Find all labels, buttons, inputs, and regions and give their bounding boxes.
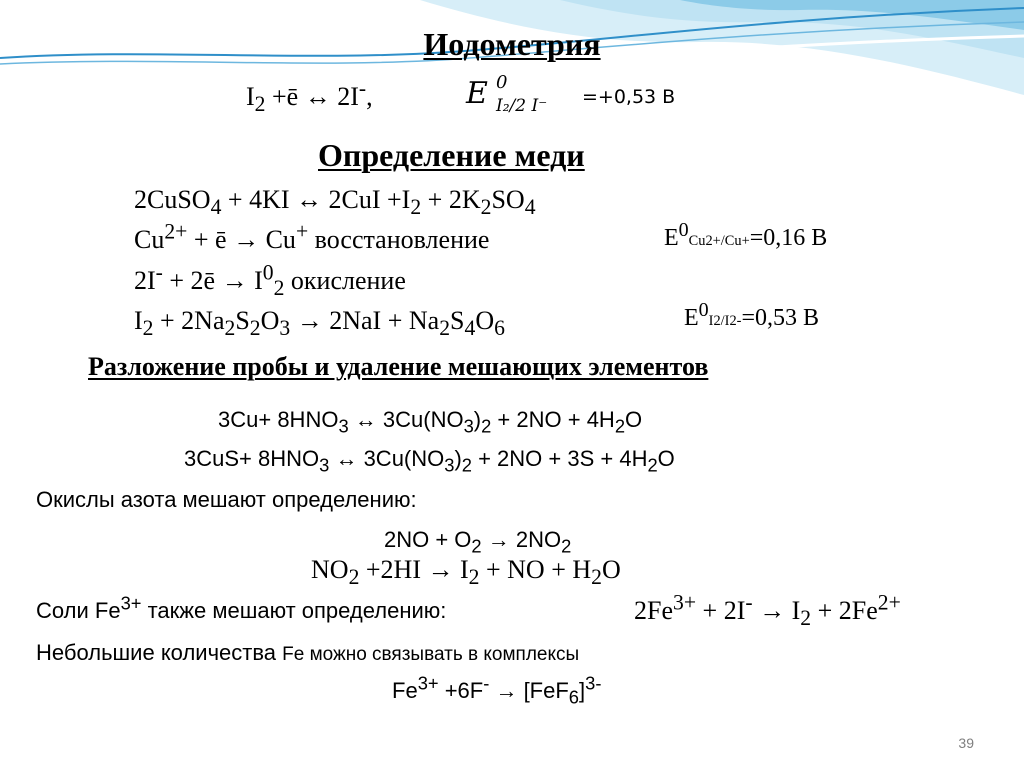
formula-part: Cu: [134, 225, 165, 254]
formula-part: S: [450, 306, 465, 335]
formula-part: восстановление: [308, 225, 490, 254]
formula-part: 3Cu+ 8HNO: [218, 407, 339, 432]
formula-part: также мешают определению:: [141, 598, 447, 623]
formula-sub: 2: [561, 535, 572, 557]
formula-part: 2I: [134, 266, 156, 295]
formula-part: + 2Fe: [811, 596, 878, 625]
copper-potential: [664, 219, 828, 252]
formula-sub: 3: [444, 454, 455, 476]
formula-sub: 2: [591, 565, 602, 590]
formula-sub: 6: [568, 686, 579, 708]
formula-sub: 2: [480, 195, 492, 220]
formula-sub: 2: [254, 92, 266, 117]
equilibrium-arrow-icon: ↔: [354, 407, 377, 432]
formula-part: + 2NO + 3S + 4H: [471, 446, 648, 471]
formula-part: окисление: [284, 266, 406, 295]
formula-part: 3Cu(NO: [357, 446, 445, 471]
formula-sub: 2: [468, 565, 480, 590]
formula-part: можно связывать в комплексы: [304, 644, 580, 665]
formula-sup: 3+: [417, 672, 439, 694]
formula-sub: I2/I2-: [708, 313, 742, 329]
formula-part: + 2NO + 4H: [491, 407, 615, 432]
equilibrium-arrow-icon: ↔: [304, 82, 331, 111]
formula-sup: -: [155, 260, 163, 285]
formula-sub: 2: [348, 565, 360, 590]
formula-sub: 2: [410, 195, 422, 220]
formula-sup: 0: [698, 299, 709, 321]
copy-equation-2: [134, 219, 490, 255]
formula-part: Fe: [282, 644, 305, 665]
formula-sup: -: [745, 590, 753, 615]
formula-sub: 3: [463, 415, 474, 437]
formula-part: O: [475, 306, 495, 335]
formula-part: + 4KI: [221, 185, 297, 214]
nitrogen-oxides-note: Окислы азота мешают определению:: [36, 487, 417, 512]
formula-part: SO: [491, 185, 525, 214]
formula-part: → I: [752, 596, 801, 625]
formula-sub: 2: [800, 606, 812, 631]
iodine-potential-image: [460, 70, 676, 124]
copy-equation-1: [134, 185, 536, 220]
formula-part: + 2Na: [153, 306, 225, 335]
formula-part: S: [235, 306, 250, 335]
equilibrium-arrow-icon: ↔: [335, 446, 358, 471]
formula-sup: 2+: [164, 219, 188, 244]
formula-part: +6F: [438, 678, 484, 703]
formula-part: I: [246, 82, 255, 111]
formula-part: I: [134, 306, 143, 335]
copy-equation-4: [134, 306, 505, 341]
iron-salts-note: [36, 592, 447, 624]
formula-sup: -: [483, 672, 490, 694]
formula-part: O: [625, 407, 643, 432]
formula-sup: 3+: [673, 590, 697, 615]
formula-part: NO: [311, 555, 349, 584]
formula-sup: 2+: [877, 590, 901, 615]
decomposition-equation-2: [184, 446, 675, 476]
formula-sup: +: [295, 219, 309, 244]
formula-sub: 6: [494, 316, 505, 341]
formula-sub: 2: [273, 276, 285, 301]
formula-part: =0,16 В: [749, 225, 828, 251]
formula-part: 2I: [330, 82, 359, 111]
formula-sub: 4: [210, 195, 222, 220]
formula-sub: 3: [319, 454, 330, 476]
formula-part: =0,53 В: [741, 305, 819, 331]
potential-sup: 0: [496, 72, 508, 93]
formula-part: Небольшие количества: [36, 640, 283, 665]
formula-part: ): [454, 446, 462, 471]
copy-equation-3: [134, 260, 406, 301]
nitrogen-dioxide-equation: [311, 555, 621, 590]
formula-sub: 2: [142, 316, 154, 341]
iron-iodide-equation: [634, 590, 901, 631]
decomposition-heading: Разложение пробы и удаление мешающих элементов: [88, 352, 709, 381]
formula-part: ,: [366, 82, 373, 111]
formula-part: → 2NaI + Na: [290, 306, 440, 335]
formula-part: + NO + H: [479, 555, 592, 584]
page-title: Иодометрия: [423, 26, 601, 62]
formula-part: + 2I: [696, 596, 746, 625]
formula-sub: Cu2+/Cu+: [688, 233, 750, 249]
nitrogen-oxidation-equation: [384, 527, 572, 557]
formula-sub: 2: [471, 535, 482, 557]
formula-part: ): [473, 407, 482, 432]
formula-part: + ē → Cu: [187, 225, 296, 254]
equilibrium-arrow-icon: ↔: [296, 185, 323, 214]
formula-sub: 4: [464, 316, 476, 341]
potential-value: =+0,53 B: [582, 86, 676, 108]
formula-part: +2HI → I: [359, 555, 469, 584]
formula-part: 3CuS+ 8HNO: [184, 446, 320, 471]
formula-part: 2NO + O: [384, 527, 472, 552]
formula-sup: 3+: [120, 592, 142, 614]
formula-sub: 4: [524, 195, 536, 220]
formula-sub: 2: [647, 454, 658, 476]
formula-sub: 2: [224, 316, 236, 341]
formula-part: O: [601, 555, 621, 584]
formula-part: O: [260, 306, 280, 335]
copy-section-heading: Определение меди: [318, 137, 585, 173]
iodine-half-reaction: [246, 76, 373, 117]
formula-part: Соли Fe: [36, 598, 121, 623]
formula-part: +ē: [265, 82, 305, 111]
formula-sup: -: [358, 76, 367, 101]
potential-sub: I₂/2 I⁻: [496, 96, 548, 116]
formula-part: 2Fe: [634, 596, 673, 625]
formula-part: 3Cu(NO: [376, 407, 464, 432]
formula-part: → [FeF: [489, 678, 569, 703]
formula-sup: 3-: [585, 672, 602, 694]
formula-part: O: [657, 446, 675, 471]
formula-part: ]: [579, 678, 586, 703]
formula-part: → 2NO: [481, 527, 562, 552]
iodine-potential-2: [684, 299, 819, 332]
potential-symbol: E: [466, 76, 488, 111]
formula-part: 2CuI +I: [322, 185, 411, 214]
formula-sup: 0: [262, 260, 274, 285]
formula-sub: 2: [461, 454, 472, 476]
formula-part: 2CuSO: [134, 185, 211, 214]
formula-sub: 3: [279, 316, 291, 341]
formula-part: + 2ē → I: [162, 266, 263, 295]
iron-fluoride-complex-equation: [392, 672, 602, 708]
formula-part: + 2K: [421, 185, 481, 214]
formula-sub: 3: [338, 415, 349, 437]
formula-part: E: [684, 305, 699, 331]
formula-part: E: [664, 225, 679, 251]
formula-sup: 0: [678, 219, 689, 241]
formula-sub: 2: [614, 415, 626, 437]
page-number: 39: [958, 735, 974, 751]
decomposition-equation-1: [218, 407, 643, 437]
formula-sub: 2: [481, 415, 492, 437]
formula-sub: 2: [439, 316, 451, 341]
formula-sub: 2: [249, 316, 261, 341]
formula-part: Fe: [392, 678, 418, 703]
complex-note: [36, 640, 579, 666]
